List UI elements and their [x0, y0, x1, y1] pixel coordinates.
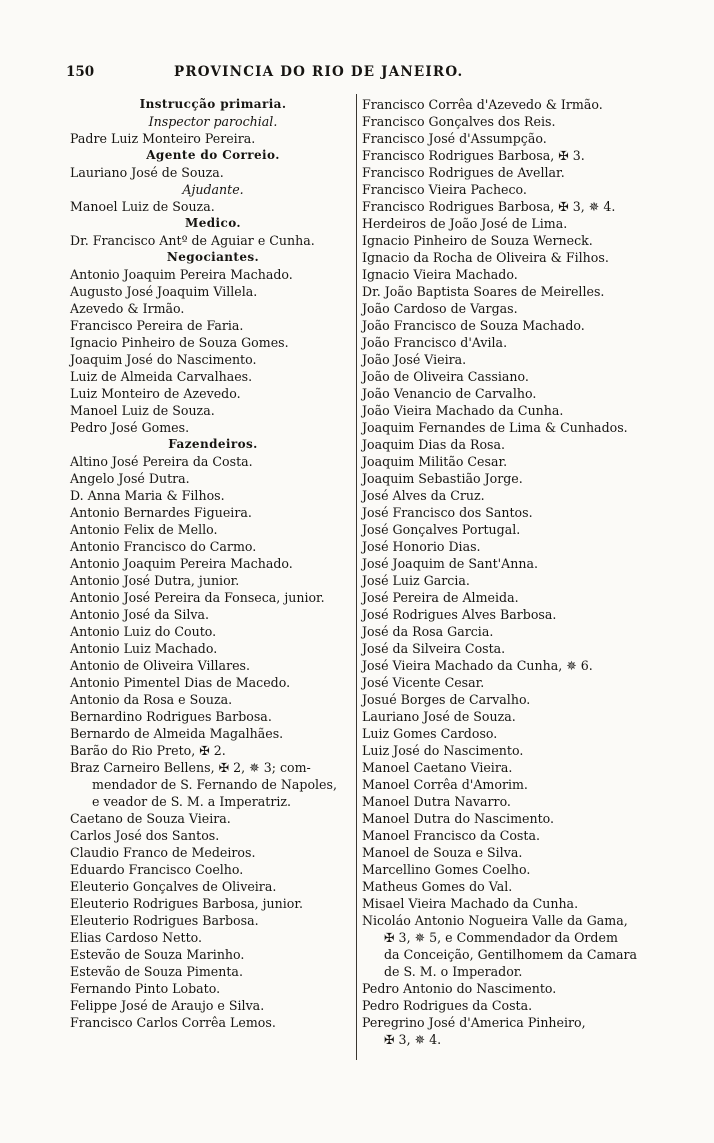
- list-entry: Manoel Corrêa d'Amorim.: [362, 777, 528, 792]
- list-entry: Eleuterio Rodrigues Barbosa, junior.: [70, 896, 303, 911]
- list-entry: João Cardoso de Vargas.: [362, 301, 518, 316]
- list-entry: Francisco José d'Assumpção.: [362, 131, 547, 146]
- list-entry-continuation: de S. M. o Imperador.: [384, 964, 523, 979]
- list-entry: Estevão de Souza Marinho.: [70, 947, 245, 962]
- list-entry: João Venancio de Carvalho.: [362, 386, 537, 401]
- list-entry: Dr. Francisco Antº de Aguiar e Cunha.: [70, 233, 315, 248]
- list-entry: Marcellino Gomes Coelho.: [362, 862, 531, 877]
- list-entry: Antonio de Oliveira Villares.: [70, 658, 251, 673]
- list-entry: Pedro Antonio do Nascimento.: [362, 981, 557, 996]
- list-entry: Braz Carneiro Bellens, ✠ 2, ✵ 3; com-: [70, 760, 311, 775]
- list-entry: Manoel Caetano Vieira.: [362, 760, 513, 775]
- list-entry: Francisco Vieira Pacheco.: [362, 182, 527, 197]
- list-entry: Antonio Luiz Machado.: [70, 641, 218, 656]
- list-entry: Padre Luiz Monteiro Pereira.: [70, 131, 256, 146]
- list-entry: Antonio Felix de Mello.: [70, 522, 218, 537]
- list-entry: José da Rosa Garcia.: [362, 624, 494, 639]
- list-entry: Francisco Pereira de Faria.: [70, 318, 244, 333]
- list-entry: Manoel Francisco da Costa.: [362, 828, 540, 843]
- list-entry: D. Anna Maria & Filhos.: [70, 488, 225, 503]
- list-entry: Carlos José dos Santos.: [70, 828, 220, 843]
- list-entry: Manoel Dutra do Nascimento.: [362, 811, 555, 826]
- list-entry: Lauriano José de Souza.: [362, 709, 516, 724]
- list-entry: Joaquim Militão Cesar.: [362, 454, 508, 469]
- list-entry: Antonio Pimentel Dias de Macedo.: [70, 675, 291, 690]
- section-heading: Agente do Correio.: [146, 148, 280, 162]
- list-entry-continuation: ✠ 3, ✵ 5, e Commendador da Ordem: [384, 930, 618, 945]
- list-entry: José da Silveira Costa.: [362, 641, 506, 656]
- section-heading: Medico.: [185, 216, 241, 230]
- list-entry: Josué Borges de Carvalho.: [362, 692, 531, 707]
- list-entry: Joaquim Dias da Rosa.: [362, 437, 505, 452]
- list-entry: Pedro Rodrigues da Costa.: [362, 998, 533, 1013]
- list-entry: Ignacio Vieira Machado.: [362, 267, 518, 282]
- list-entry: José Joaquim de Sant'Anna.: [362, 556, 538, 571]
- list-entry: José Luiz Garcia.: [362, 573, 470, 588]
- column-divider: [356, 94, 357, 1060]
- list-entry: Manoel de Souza e Silva.: [362, 845, 523, 860]
- list-entry: Elias Cardoso Netto.: [70, 930, 203, 945]
- list-entry: Eleuterio Rodrigues Barbosa.: [70, 913, 259, 928]
- list-entry: João Francisco de Souza Machado.: [362, 318, 585, 333]
- list-entry: Luiz Gomes Cardoso.: [362, 726, 498, 741]
- left-column: [70, 96, 356, 1031]
- list-entry: Francisco Rodrigues de Avellar.: [362, 165, 565, 180]
- list-entry: Fernando Pinto Lobato.: [70, 981, 221, 996]
- list-entry: Barão do Rio Preto, ✠ 2.: [70, 743, 226, 758]
- list-entry: Antonio Joaquim Pereira Machado.: [70, 267, 293, 282]
- list-entry: João de Oliveira Cassiano.: [362, 369, 529, 384]
- list-entry: Nicoláo Antonio Nogueira Valle da Gama,: [362, 913, 628, 928]
- list-entry: José Vicente Cesar.: [362, 675, 485, 690]
- list-entry: José Honorio Dias.: [362, 539, 481, 554]
- section-heading: Fazendeiros.: [168, 437, 258, 451]
- list-entry: Matheus Gomes do Val.: [362, 879, 513, 894]
- list-entry: Caetano de Souza Vieira.: [70, 811, 231, 826]
- list-entry: Antonio da Rosa e Souza.: [70, 692, 233, 707]
- list-entry: Herdeiros de João José de Lima.: [362, 216, 568, 231]
- list-entry: Misael Vieira Machado da Cunha.: [362, 896, 579, 911]
- list-entry: Claudio Franco de Medeiros.: [70, 845, 256, 860]
- list-entry: Manoel Luiz de Souza.: [70, 403, 215, 418]
- list-entry: Ignacio da Rocha de Oliveira & Filhos.: [362, 250, 609, 265]
- list-entry: José Pereira de Almeida.: [362, 590, 519, 605]
- list-entry: Antonio Joaquim Pereira Machado.: [70, 556, 293, 571]
- list-entry: Antonio Francisco do Carmo.: [70, 539, 257, 554]
- list-entry: Francisco Rodrigues Barbosa, ✠ 3.: [362, 148, 585, 163]
- list-entry: Antonio Bernardes Figueira.: [70, 505, 252, 520]
- list-entry: João José Vieira.: [362, 352, 467, 367]
- list-entry: Augusto José Joaquim Villela.: [70, 284, 258, 299]
- right-column: [362, 96, 662, 1048]
- section-heading: Negociantes.: [166, 250, 260, 264]
- list-entry: Dr. João Baptista Soares de Meirelles.: [362, 284, 605, 299]
- list-entry: Angelo José Dutra.: [70, 471, 190, 486]
- list-entry: José Alves da Cruz.: [362, 488, 485, 503]
- list-entry: Altino José Pereira da Costa.: [70, 454, 253, 469]
- list-entry: Francisco Rodrigues Barbosa, ✠ 3, ✵ 4.: [362, 199, 616, 214]
- list-entry: Azevedo & Irmão.: [70, 301, 185, 316]
- list-entry: Luiz José do Nascimento.: [362, 743, 524, 758]
- page-header: [66, 64, 554, 84]
- list-entry: Lauriano José de Souza.: [70, 165, 224, 180]
- list-entry: Luiz Monteiro de Azevedo.: [70, 386, 241, 401]
- list-entry: Joaquim José do Nascimento.: [70, 352, 257, 367]
- list-entry-continuation: ✠ 3, ✵ 4.: [384, 1032, 442, 1047]
- list-entry: Peregrino José d'America Pinheiro,: [362, 1015, 586, 1030]
- list-entry: Felippe José de Araujo e Silva.: [70, 998, 265, 1013]
- page-number: 150: [66, 64, 95, 80]
- list-entry-continuation: e veador de S. M. a Imperatriz.: [92, 794, 292, 809]
- list-entry: Luiz de Almeida Carvalhaes.: [70, 369, 253, 384]
- list-entry: Joaquim Fernandes de Lima & Cunhados.: [362, 420, 628, 435]
- list-entry: José Vieira Machado da Cunha, ✵ 6.: [362, 658, 593, 673]
- list-entry: Eleuterio Gonçalves de Oliveira.: [70, 879, 277, 894]
- list-entry: João Vieira Machado da Cunha.: [362, 403, 564, 418]
- list-entry: João Francisco d'Avila.: [362, 335, 508, 350]
- subsection-heading: Inspector parochial.: [148, 114, 278, 129]
- list-entry: Pedro José Gomes.: [70, 420, 190, 435]
- list-entry-continuation: mendador de S. Fernando de Napoles,: [92, 777, 337, 792]
- list-entry: Francisco Gonçalves dos Reis.: [362, 114, 556, 129]
- list-entry: Estevão de Souza Pimenta.: [70, 964, 243, 979]
- list-entry: Joaquim Sebastião Jorge.: [362, 471, 523, 486]
- list-entry: Ignacio Pinheiro de Souza Werneck.: [362, 233, 593, 248]
- list-entry: Bernardino Rodrigues Barbosa.: [70, 709, 272, 724]
- list-entry: Eduardo Francisco Coelho.: [70, 862, 244, 877]
- page-title: PROVINCIA DO RIO DE JANEIRO.: [174, 64, 464, 80]
- list-entry: Francisco Corrêa d'Azevedo & Irmão.: [362, 97, 603, 112]
- list-entry: Antonio José da Silva.: [70, 607, 210, 622]
- list-entry: Manoel Dutra Navarro.: [362, 794, 511, 809]
- list-entry: Francisco Carlos Corrêa Lemos.: [70, 1015, 276, 1030]
- list-entry: José Francisco dos Santos.: [362, 505, 533, 520]
- subsection-heading: Ajudante.: [182, 182, 244, 197]
- section-heading: Instrucção primaria.: [139, 97, 287, 111]
- list-entry: Ignacio Pinheiro de Souza Gomes.: [70, 335, 289, 350]
- list-entry: Bernardo de Almeida Magalhães.: [70, 726, 284, 741]
- list-entry: Antonio José Pereira da Fonseca, junior.: [70, 590, 325, 605]
- list-entry: Manoel Luiz de Souza.: [70, 199, 215, 214]
- list-entry: José Gonçalves Portugal.: [362, 522, 521, 537]
- list-entry: Antonio José Dutra, junior.: [70, 573, 240, 588]
- list-entry: José Rodrigues Alves Barbosa.: [362, 607, 557, 622]
- list-entry-continuation: da Conceição, Gentilhomem da Camara: [384, 947, 638, 962]
- list-entry: Antonio Luiz do Couto.: [70, 624, 217, 639]
